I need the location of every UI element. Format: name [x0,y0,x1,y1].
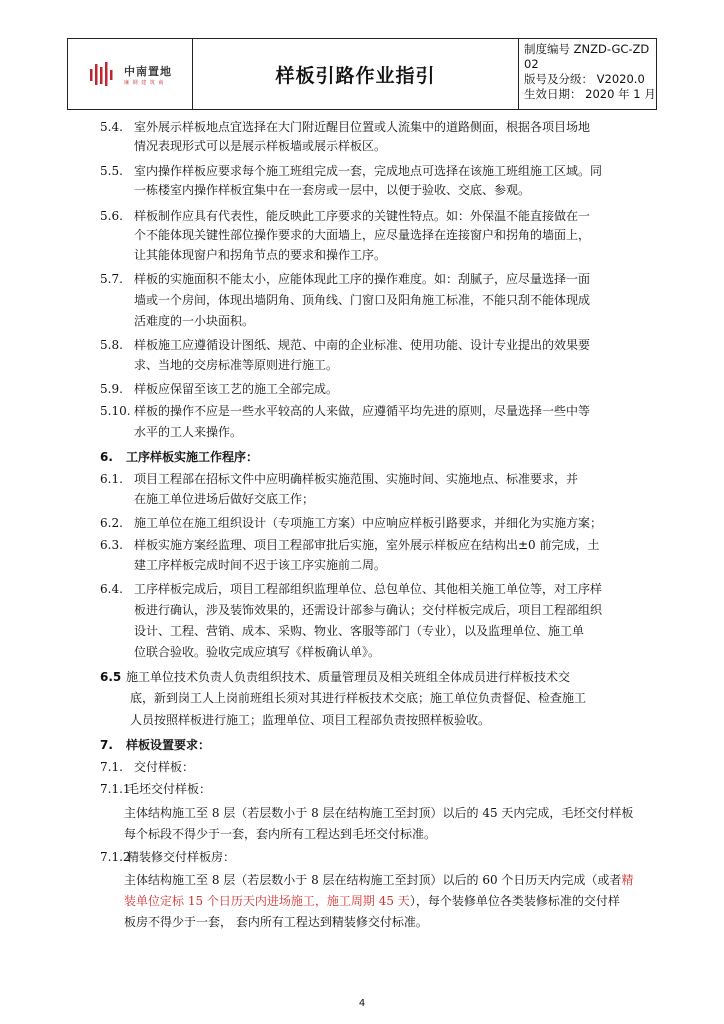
paragraph-line: 个不能体现关键性部位操作要求的大面墙上，应尽量选择在连接窗户和拐角的墙面上， [134,228,591,242]
version: 版号及分级： V2020.0 [524,72,645,86]
logo-name: 中南置地 [124,64,172,78]
section-number: 5.7. [100,272,123,286]
section-number: 7.1. [100,760,123,774]
subsection-heading: 毛坯交付样板： [127,782,212,796]
paragraph-line: 在施工单位进场后做好交底工作； [134,492,315,506]
paragraph-line: 样板制作应具有代表性，能反映此工序要求的关键性特点。如：外保温不能直接做在一 [134,209,591,223]
paragraph-line: 求、当地的交房标准等原则进行施工。 [134,358,339,372]
section-number: 6.1. [100,472,123,486]
section-number: 5.4. [100,120,123,134]
paragraph-line: 人员按照样板进行施工；监理单位、项目工程部负责按照样板验收。 [130,713,491,727]
section-heading: 工序样板实施工作程序： [126,450,259,464]
highlighted-text: 精 [621,873,634,887]
paragraph-line: 室外展示样板地点宜选择在大门附近醒目位置或人流集中的道路侧面，根据各项目场地 [134,120,591,134]
section-number: 7.1.2 [100,850,131,864]
section-number: 7. [100,738,113,752]
paragraph-line: 板房不得少于一套， 套内所有工程达到精装修交付标准。 [124,915,428,929]
section-number: 6.4. [100,582,123,596]
section-number: 5.9. [100,382,123,396]
paragraph-line: 一栋楼室内操作样板宜集中在一套房或一层中，以便于验收、交底、参观。 [134,183,531,197]
doc-number: 制度编号 ZNZD-GC-ZD [524,42,650,56]
section-number: 6.5 [100,670,122,684]
paragraph-line: 样板实施方案经监理、项目工程部审批后实施，室外展示样板应在结构出±0 前完成，土 [134,538,600,552]
section-number: 6.2. [100,516,123,530]
document-meta [519,39,656,109]
logo-subtitle: 廉 钢 建 筑 商 [124,79,165,86]
doc-number-cont: 02 [524,57,539,71]
section-number: 5.5. [100,164,123,178]
paragraph-line: 让其能体现窗户和拐角节点的要求和操作工序。 [134,248,387,262]
section-heading: 样板设置要求： [126,738,211,752]
paragraph-line [124,893,620,909]
section-number: 5.10. [100,404,131,418]
document-header [67,38,657,110]
paragraph-line [124,872,633,888]
page-number: 4 [358,998,366,1009]
paragraph-line: 样板施工应遵循设计图纸、规范、中南的企业标准、使用功能、设计专业提出的效果要 [134,338,591,352]
paragraph-line: 底，新到岗工人上岗前班组长须对其进行样板技术交底；施工单位负责督促、检查施工 [130,691,587,705]
section-number: 6. [100,450,113,464]
logo-bars-icon [88,61,118,87]
effective-date: 生效日期： 2020 年 1 月 [524,87,656,101]
company-logo [68,39,193,109]
paragraph-line: 施工单位在施工组织设计（专项施工方案）中应响应样板引路要求，并细化为实施方案； [134,516,603,530]
paragraph-line: 板进行确认，涉及装饰效果的，还需设计部参与确认；交付样板完成后，项目工程部组织 [134,603,603,617]
paragraph-line: 样板的实施面积不能太小，应能体现此工序的操作难度。如：刮腻子，应尽量选择一面 [134,272,591,286]
section-number: 5.6. [100,209,123,223]
paragraph-line: 主体结构施工至 8 层（若层数小于 8 层在结构施工至封顶）以后的 45 天内完成，毛坯交付样板 [124,806,634,820]
paragraph-line: 情况表现形式可以是展示样板墙或展示样板区。 [134,139,387,153]
paragraph-line: 项目工程部在招标文件中应明确样板实施范围、实施时间、实施地点、标准要求，并 [134,472,579,486]
paragraph-line: 位联合验收。验收完成应填写《样板确认单》。 [134,645,381,659]
subsection-heading: 精装修交付样板房： [127,850,236,864]
paragraph-line: 建工序样板完成时间不迟于该工序实施前二周。 [134,558,387,572]
paragraph-line: 室内操作样板应要求每个施工班组完成一套，完成地点可选择在该施工班组施工区域。同 [134,164,603,178]
section-number: 7.1.1 [100,782,131,796]
paragraph-line: 工序样板完成后，项目工程部组织监理单位、总包单位、其他相关施工单位等，对工序样 [134,582,603,596]
paragraph-line: 墙或一个房间，体现出墙阴角、顶角线、门窗口及阳角施工标准，不能只刮不能体现成 [134,293,591,307]
paragraph-line: 样板应保留至该工艺的施工全部完成。 [134,382,339,396]
section-number: 5.8. [100,338,123,352]
paragraph-text: 主体结构施工至 8 层（若层数小于 8 层在结构施工至封顶）以后的 60 个日历天内完成（或者 [124,873,622,887]
paragraph-line: 水平的工人来操作。 [134,425,243,439]
document-title: 样板引路作业指引 [193,39,519,109]
paragraph-text: ），每个装修单位各类装修标准的交付样 [409,894,620,908]
paragraph-line: 设计、工程、营销、成本、采购、物业、客服等部门（专业），以及监理单位、施工单 [134,624,585,638]
paragraph-line: 每个标段不得少于一套，套内所有工程达到毛坯交付标准。 [124,827,437,841]
paragraph-line: 施工单位技术负责人负责组织技术、质量管理员及相关班组全体成员进行样板技术交 [126,670,571,684]
paragraph-line: 交付样板： [134,760,195,774]
section-number: 6.3. [100,538,123,552]
paragraph-line: 活难度的一小块面积。 [134,314,255,328]
paragraph-line: 样板的操作不应是一些水平较高的人来做，应遵循平均先进的原则，尽量选择一些中等 [134,404,591,418]
highlighted-text: 装单位定标 15 个日历天内进场施工，施工周期 45 天 [124,894,410,908]
